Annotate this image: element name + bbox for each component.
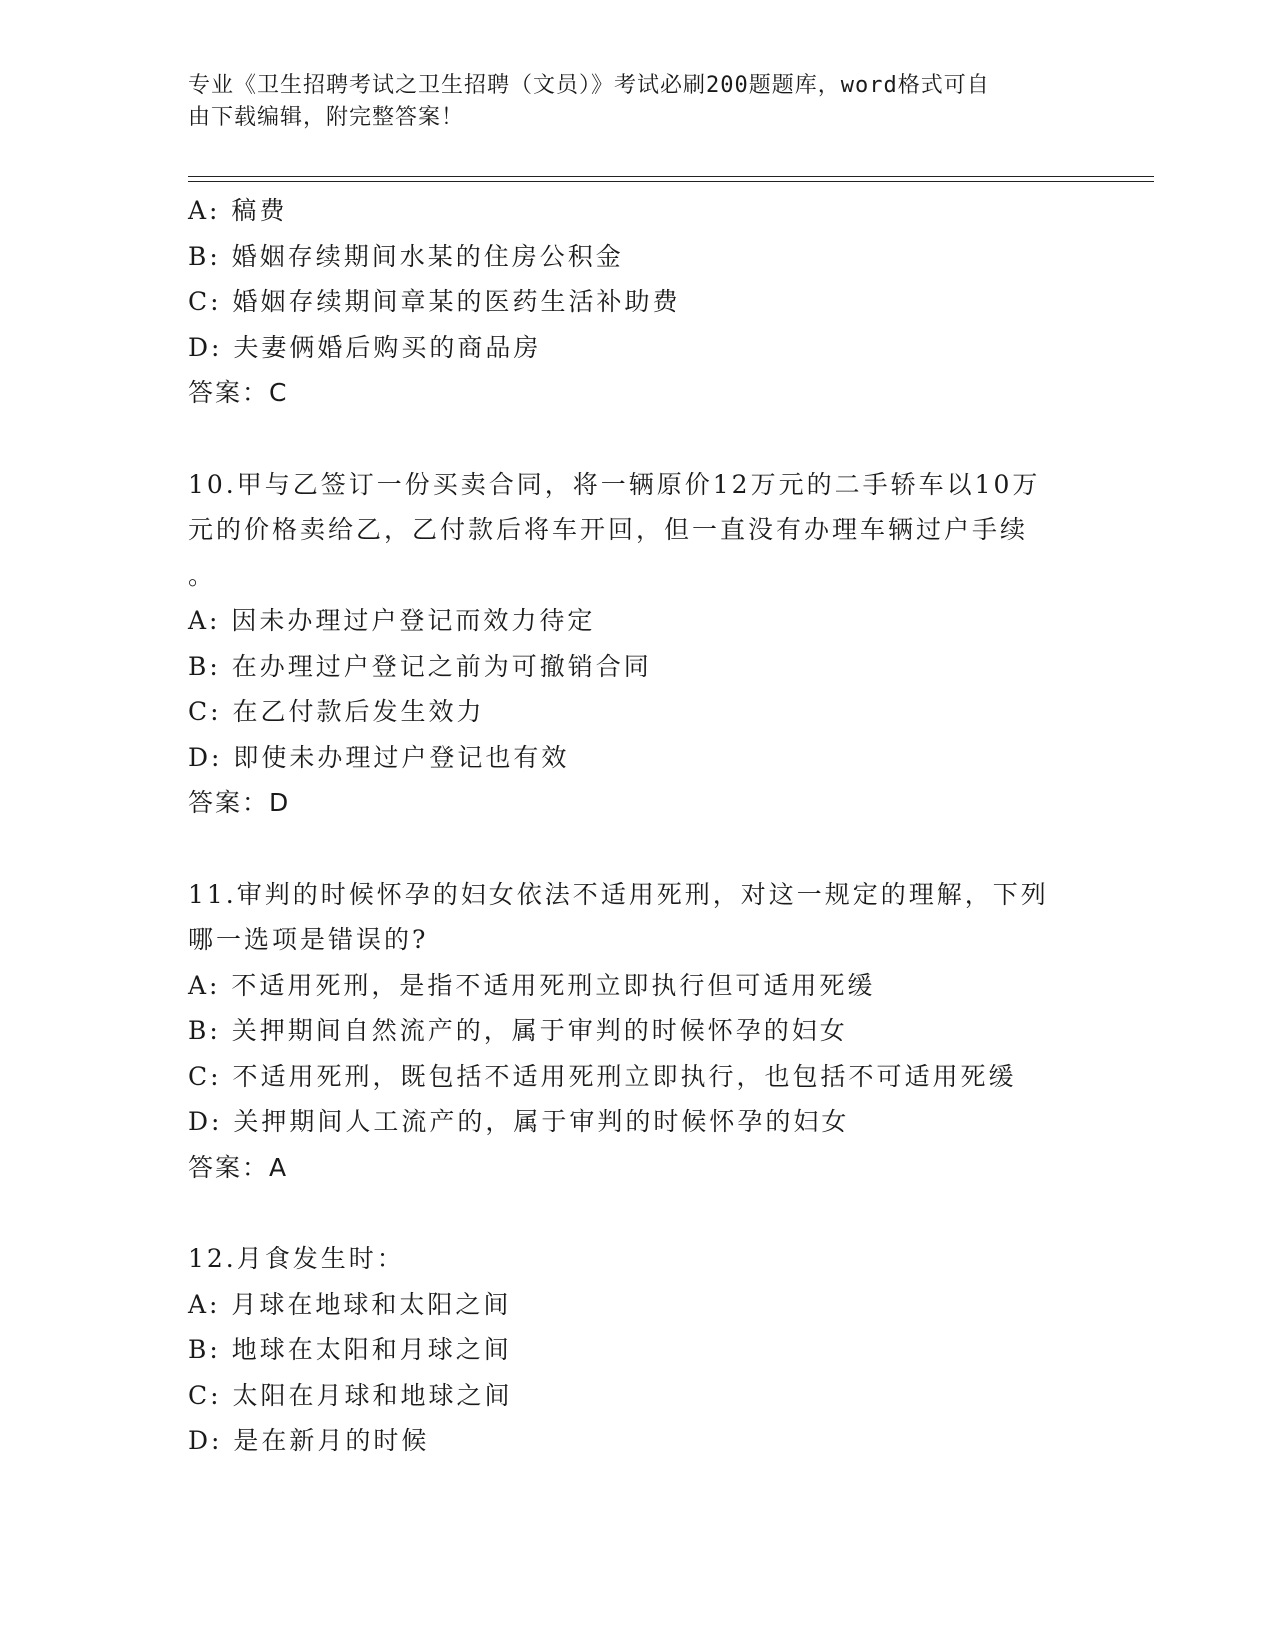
option-c: C: 婚姻存续期间章某的医药生活补助费 — [188, 287, 681, 316]
question-stem-line: 哪一选项是错误的? — [188, 925, 429, 954]
spacer — [188, 826, 1088, 872]
option-a: A: 不适用死刑，是指不适用死刑立即执行但可适用死缓 — [188, 970, 876, 1000]
spacer — [188, 1190, 1088, 1236]
option-c: C: 不适用死刑，既包括不适用死刑立即执行，也包括不可适用死缓 — [188, 1061, 1017, 1091]
document-header — [188, 70, 1068, 134]
question-content — [188, 188, 1088, 1464]
option-b: B: 地球在太阳和月球之间 — [188, 1335, 512, 1364]
option-a: A: 稿费 — [188, 196, 288, 225]
option-a: A: 因未办理过户登记而效力待定 — [188, 606, 596, 635]
header-line-2: 由下载编辑，附完整答案！ — [188, 105, 465, 130]
answer-line: 答案：C — [188, 378, 289, 407]
question-stem-line: 元的价格卖给乙，乙付款后将车开回，但一直没有办理车辆过户手续 — [188, 515, 1029, 544]
question-9 — [188, 188, 1088, 416]
spacer — [188, 416, 1088, 462]
option-b: B: 婚姻存续期间水某的住房公积金 — [188, 241, 624, 271]
option-c: C: 太阳在月球和地球之间 — [188, 1380, 513, 1410]
answer-line: 答案：A — [188, 1152, 289, 1182]
option-c: C: 在乙付款后发生效力 — [188, 697, 485, 726]
header-rule-top — [188, 176, 1154, 177]
question-stem-line: 。 — [188, 560, 217, 590]
option-b: B: 在办理过户登记之前为可撤销合同 — [188, 651, 652, 681]
option-d: D: 夫妻俩婚后购买的商品房 — [188, 332, 542, 362]
answer-line: 答案：D — [188, 788, 291, 817]
question-12 — [188, 1236, 1088, 1464]
header-rule-bottom — [188, 181, 1154, 182]
question-10 — [188, 462, 1088, 826]
option-a: A: 月球在地球和太阳之间 — [188, 1289, 512, 1319]
option-b: B: 关押期间自然流产的，属于审判的时候怀孕的妇女 — [188, 1016, 848, 1045]
question-11 — [188, 872, 1088, 1191]
header-line-1: 专业《卫生招聘考试之卫生招聘（文员）》考试必刷200题题库，word格式可自 — [188, 73, 990, 98]
question-stem-line: 11.审判的时候怀孕的妇女依法不适用死刑，对这一规定的理解，下列 — [188, 879, 1049, 909]
option-d: D: 是在新月的时候 — [188, 1426, 430, 1455]
option-d: D: 即使未办理过户登记也有效 — [188, 742, 570, 772]
question-stem-line: 10.甲与乙签订一份买卖合同，将一辆原价12万元的二手轿车以10万 — [188, 469, 1041, 499]
question-stem-line: 12.月食发生时： — [188, 1244, 405, 1273]
option-d: D: 关押期间人工流产的，属于审判的时候怀孕的妇女 — [188, 1107, 850, 1136]
